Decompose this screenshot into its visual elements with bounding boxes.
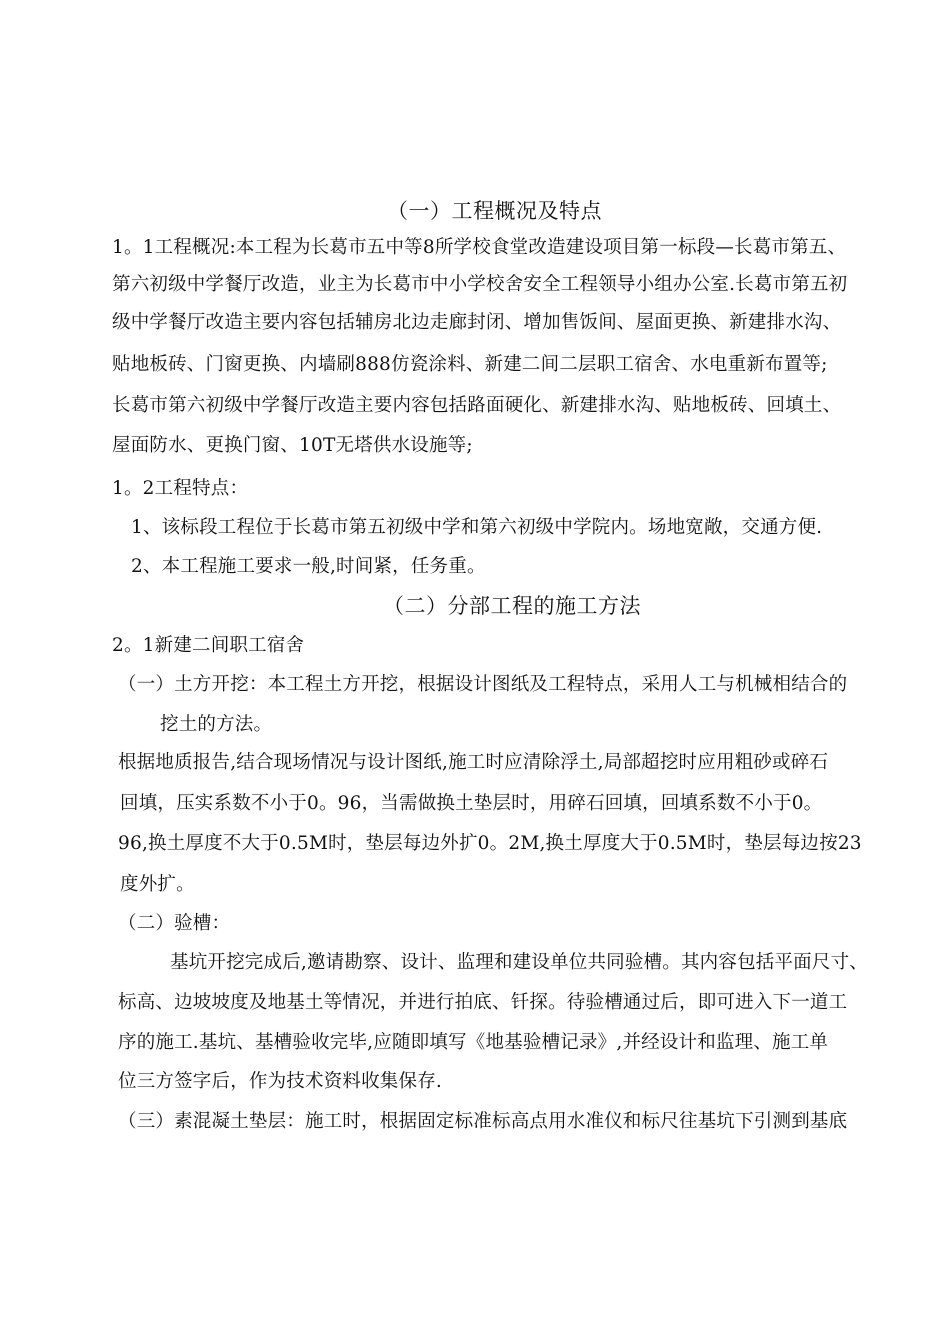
overview-paragraph-line: 贴地板砖、门窗更换、内墙刷888仿瓷涂料、新建二间二层职工宿舍、水电重新布置等; bbox=[112, 354, 828, 375]
backfill-line: 根据地质报告,结合现场情况与设计图纸,施工时应清除浮土,局部超挖时应用粗砂或碎石 bbox=[118, 752, 829, 773]
overview-paragraph-line: 屋面防水、更换门窗、10T无塔供水设施等; bbox=[112, 435, 473, 456]
section-heading-overview: （一）工程概况及特点 bbox=[387, 199, 602, 223]
inspection-line: 基坑开挖完成后,邀请勘察、设计、监理和建设单位共同验槽。其内容包括平面尺寸、 bbox=[170, 952, 868, 973]
backfill-line: 回填，压实系数不小于0。96，当需做换土垫层时，用碎石回填，回填系数不小于0。 bbox=[120, 793, 823, 814]
overview-paragraph-line: 1。1工程概况:本工程为长葛市五中等8所学校食堂改造建设项目第一标段—长葛市第五、 bbox=[112, 237, 847, 258]
features-item: 2、本工程施工要求一般,时间紧，任务重。 bbox=[131, 556, 486, 577]
inspection-line: 序的施工.基坑、基槽验收完毕,应随即填写《地基验槽记录》,并经设计和监理、施工单 bbox=[118, 1032, 829, 1053]
overview-paragraph-line: 第六初级中学餐厅改造，业主为长葛市中小学校舍安全工程领导小组办公室.长葛市第五初 bbox=[112, 274, 848, 295]
inspection-line: 位三方签字后，作为技术资料收集保存. bbox=[118, 1071, 442, 1092]
dormitory-subtitle: 2。1新建二间职工宿舍 bbox=[112, 635, 305, 656]
overview-paragraph-line: 长葛市第六初级中学餐厅改造主要内容包括路面硬化、新建排水沟、贴地板砖、回填土、 bbox=[112, 395, 842, 416]
inspection-line: 标高、边坡坡度及地基土等情况，并进行拍底、钎探。待验槽通过后，即可进入下一道工 bbox=[118, 992, 848, 1013]
backfill-line: 96,换土厚度不大于0.5M时，垫层每边外扩0。2M,换土厚度大于0.5M时，垫层每边按23 bbox=[118, 833, 862, 854]
backfill-line: 度外扩。 bbox=[120, 874, 195, 895]
features-title: 1。2工程特点： bbox=[112, 478, 249, 499]
overview-paragraph-line: 级中学餐厅改造主要内容包括辅房北边走廊封闭、增加售饭间、屋面更换、新建排水沟、 bbox=[112, 312, 842, 333]
earthwork-line: 挖土的方法。 bbox=[160, 714, 273, 735]
earthwork-line: （一）土方开挖：本工程土方开挖，根据设计图纸及工程特点，采用人工与机械相结合的 bbox=[118, 674, 848, 695]
inspection-title: （二）验槽： bbox=[118, 913, 231, 934]
section-heading-methods: （二）分部工程的施工方法 bbox=[383, 594, 641, 618]
concrete-bedding-line: （三）素混凝土垫层：施工时，根据固定标准标高点用水准仪和标尺往基坑下引测到基底 bbox=[118, 1111, 848, 1132]
features-item: 1、该标段工程位于长葛市第五初级中学和第六初级中学院内。场地宽敞，交通方便. bbox=[131, 517, 823, 538]
